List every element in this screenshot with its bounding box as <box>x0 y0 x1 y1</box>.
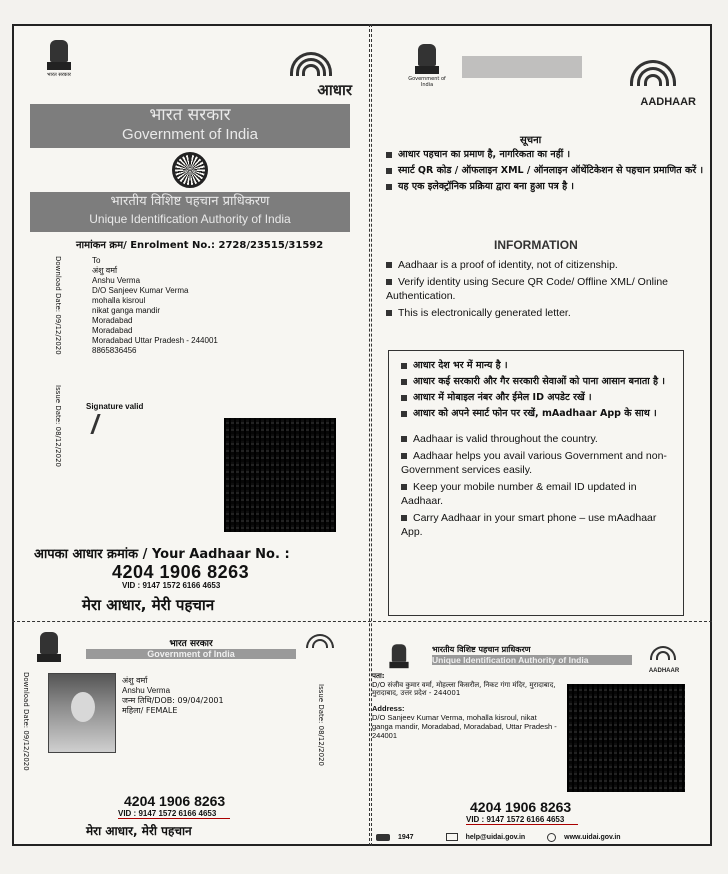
card-dob: जन्म तिथि/DOB: 09/04/2001 <box>122 696 224 705</box>
gov-hindi: भारत सरकार <box>149 105 231 125</box>
card-name-english: Anshu Verma <box>122 686 171 695</box>
website: www.uidai.gov.in <box>564 833 621 841</box>
aadhaar-logo-icon <box>272 630 342 660</box>
horizontal-cut-line <box>12 621 712 622</box>
list-item <box>92 326 292 336</box>
list-item <box>92 316 292 326</box>
card-slogan: मेरा आधार, मेरी पहचान <box>86 824 192 838</box>
list-item <box>386 306 706 320</box>
info-box <box>388 350 684 616</box>
globe-icon <box>547 833 556 842</box>
gov-band <box>30 104 350 148</box>
list-item-text: आधार देश भर में मान्य है । <box>413 360 508 371</box>
list-item <box>401 375 673 388</box>
list-item-text: आधार को अपने स्मार्ट फोन पर रखें, mAadhaar App के साथ । <box>413 408 657 419</box>
card-uidai-english: Unique Identification Authority of India <box>432 655 632 665</box>
bullet-icon <box>401 379 407 385</box>
list-item-text: nikat ganga mandir <box>92 306 161 315</box>
info-title: INFORMATION <box>494 238 578 252</box>
list-item-text: mohalla kisroul <box>92 296 146 305</box>
list-item <box>401 449 673 477</box>
helpline: 1947 <box>398 833 414 841</box>
bullet-icon <box>386 152 392 158</box>
aadhaar-number-label: आपका आधार क्रमांक / Your Aadhaar No. : <box>34 547 290 562</box>
issue-date: Issue Date: 08/12/2020 <box>54 385 62 467</box>
list-item-text: D/O Sanjeev Kumar Verma <box>92 286 189 295</box>
card-back-aadhaar-number: 4204 1906 8263 <box>470 799 572 815</box>
box-hindi-list <box>401 359 673 420</box>
bullet-icon <box>386 279 392 285</box>
bullet-icon <box>401 484 407 490</box>
card-gov-hindi: भारत सरकार <box>169 639 213 649</box>
aadhaar-logo-icon <box>640 644 688 674</box>
recipient-address <box>92 256 292 356</box>
list-item <box>92 276 292 286</box>
qr-code-card <box>567 684 685 792</box>
aadhaar-logo-icon <box>606 58 696 108</box>
bullet-icon <box>386 168 392 174</box>
bullet-icon <box>401 436 407 442</box>
list-item-text: Aadhaar helps you avail various Government and non-Government services easily. <box>401 450 667 476</box>
card-vid: VID : 9147 1572 6166 4653 <box>118 809 230 819</box>
bullet-icon <box>401 411 407 417</box>
mail-icon <box>446 833 458 841</box>
card-issue-date: Issue Date: 08/12/2020 <box>317 684 325 766</box>
bullet-icon <box>401 453 407 459</box>
list-item-text: आधार में मोबाइल नंबर और ईमेल ID अपडेट रखें । <box>413 392 592 403</box>
phone-icon <box>376 834 390 841</box>
list-item <box>401 432 673 446</box>
list-item <box>92 336 292 346</box>
list-item-text: आधार पहचान का प्रमाण है, नागरिकता का नहीं । <box>398 149 571 160</box>
list-item-text: Verify identity using Secure QR Code/ Offline XML/ Online Authentication. <box>386 276 669 302</box>
card-address-hindi-label: पता: <box>372 672 385 680</box>
list-item <box>401 391 673 404</box>
list-item <box>401 359 673 372</box>
emblem-text: Government of India <box>408 76 446 88</box>
list-item-text: Keep your mobile number & email ID updated in Aadhaar. <box>401 481 637 507</box>
list-item <box>92 286 292 296</box>
bullet-icon <box>401 363 407 369</box>
list-item-text: Moradabad <box>92 326 133 335</box>
list-item <box>92 346 292 356</box>
uidai-english: Unique Identification Authority of India <box>89 212 291 226</box>
list-item-text: 8865836456 <box>92 346 137 355</box>
list-item-text: Aadhaar is a proof of identity, not of citizenship. <box>398 259 618 271</box>
uidai-band <box>30 192 350 232</box>
list-item <box>386 258 706 272</box>
card-uidai-hindi: भारतीय विशिष्ट पहचान प्राधिकरण <box>432 645 531 654</box>
gov-english: Government of India <box>122 126 258 143</box>
slogan: मेरा आधार, मेरी पहचान <box>82 596 215 614</box>
list-item <box>386 164 706 177</box>
uidai-hindi: भारतीय विशिष्ट पहचान प्राधिकरण <box>110 194 270 209</box>
card-gov-english: Government of India <box>86 649 296 659</box>
card-gov-header <box>86 636 296 659</box>
emblem-icon <box>44 40 74 82</box>
emblem-icon <box>34 632 64 674</box>
list-item <box>386 275 706 303</box>
list-item <box>386 148 706 161</box>
list-item <box>92 306 292 316</box>
list-item <box>92 266 292 276</box>
list-item-text: Carry Aadhaar in your smart phone – use mAadhaar App. <box>401 512 657 538</box>
qr-code-front <box>224 418 336 532</box>
card-download-date: Download Date: 09/12/2020 <box>22 672 30 771</box>
notice-hindi-list <box>386 148 706 196</box>
list-item-text: Moradabad <box>92 316 133 325</box>
list-item <box>401 407 673 420</box>
photo <box>48 673 116 753</box>
aadhaar-logo-icon <box>262 50 352 100</box>
signature-check-icon <box>90 414 147 434</box>
bullet-icon <box>386 262 392 268</box>
card-gender: महिला/ FEMALE <box>122 706 178 715</box>
bullet-icon <box>386 310 392 316</box>
vid-number: VID : 9147 1572 6166 4653 <box>122 581 221 590</box>
aadhaar-number: 4204 1906 8263 <box>112 562 250 582</box>
list-item-text: Moradabad Uttar Pradesh - 244001 <box>92 336 218 345</box>
list-item <box>92 296 292 306</box>
list-item-text: आधार कई सरकारी और गैर सरकारी सेवाओं को पाना आसान बनाता है । <box>413 376 665 387</box>
card-back-logo-label: AADHAAR <box>648 668 680 674</box>
signature-status: Signature valid <box>86 402 144 411</box>
emblem-text: भारत सरकार <box>47 72 71 78</box>
card-address-english: D/O Sanjeev Kumar Verma, mohalla kisroul, nikat ganga mandir, Moradabad, Moradabad, Uttar Pradesh - 244001 <box>372 712 557 740</box>
to-label: To <box>92 256 101 265</box>
card-back-vid: VID : 9147 1572 6166 4653 <box>466 815 578 825</box>
notice-title: सूचना <box>520 135 542 146</box>
card-uidai-header <box>432 644 632 665</box>
bullet-icon <box>401 515 407 521</box>
emblem-icon <box>408 44 446 88</box>
list-item-text: यह एक इलेक्ट्रॉनिक प्रक्रिया द्वारा बना हुआ पत्र है । <box>398 181 575 192</box>
card-holder-details <box>122 676 312 716</box>
card-aadhaar-number: 4204 1906 8263 <box>124 793 226 809</box>
info-english-list <box>386 258 706 323</box>
card-footer <box>376 830 706 844</box>
card-address-hindi: D/O संजीव कुमार वर्मा, मोहल्ला किसरौल, निकट गंगा मंदिर, मुरादाबाद, मुरादाबाद, उत्तर प्रदेश - 244001 <box>372 680 556 697</box>
enrolment-number: नामांकन क्रम/ Enrolment No.: 2728/23515/31592 <box>76 240 324 251</box>
list-item-text: स्मार्ट QR कोड / ऑफलाइन XML / ऑनलाइन ऑथेंटिकेशन से पहचान प्रमाणित करें । <box>398 165 704 176</box>
card-name-hindi: अंशु वर्मा <box>122 676 148 685</box>
support-email: help@uidai.gov.in <box>465 833 526 841</box>
aadhaar-logo-label: AADHAAR <box>640 96 696 108</box>
bullet-icon <box>401 395 407 401</box>
card-address <box>372 672 558 740</box>
card-address-english-label: Address: <box>372 703 405 713</box>
bullet-icon <box>386 184 392 190</box>
list-item <box>401 511 673 539</box>
list-item-text: Anshu Verma <box>92 276 141 285</box>
redacted-header <box>462 56 582 78</box>
list-item-text: Aadhaar is valid throughout the country. <box>413 433 598 445</box>
box-english-list <box>401 432 673 539</box>
list-item <box>386 180 706 193</box>
list-item-text: अंशु वर्मा <box>92 266 118 275</box>
aadhaar-logo-label: आधार <box>317 81 352 99</box>
address-lines <box>92 266 292 356</box>
list-item <box>401 480 673 508</box>
download-date: Download Date: 09/12/2020 <box>54 256 62 355</box>
list-item-text: This is electronically generated letter. <box>398 307 571 319</box>
ashoka-chakra-icon <box>172 152 208 188</box>
